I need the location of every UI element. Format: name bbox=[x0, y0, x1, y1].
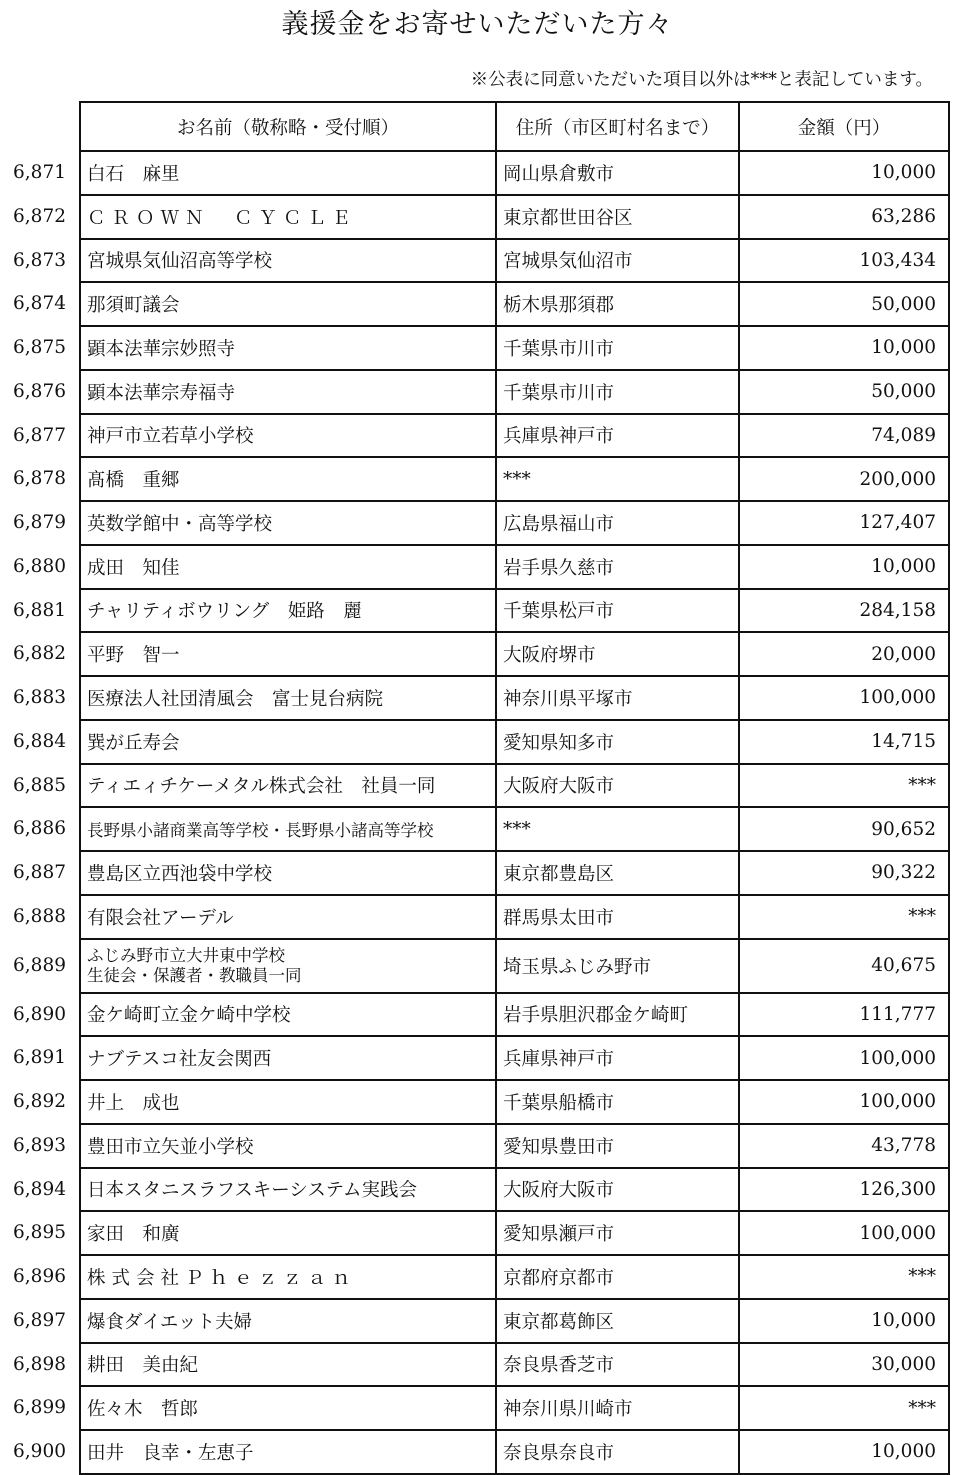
donor-address-cell: 埼玉県ふじみ野市 bbox=[496, 939, 739, 993]
donation-amount-cell: 111,777 bbox=[739, 993, 949, 1037]
donor-name-cell: ティエィチケーメタル株式会社 社員一同 bbox=[80, 764, 496, 808]
donor-name-cell: 白石 麻里 bbox=[80, 151, 496, 195]
donation-amount-cell: 74,089 bbox=[739, 414, 949, 458]
donor-address-cell: *** bbox=[496, 457, 739, 501]
donor-name-line1: ふじみ野市立大井東中学校 bbox=[87, 945, 285, 965]
donation-amount-cell: 200,000 bbox=[739, 457, 949, 501]
donation-amount-cell: 100,000 bbox=[739, 1211, 949, 1255]
row-number: 6,885 bbox=[13, 774, 66, 796]
donor-name-cell: ＣＲＯＷＮ ＣＹＣＬＥ bbox=[80, 195, 496, 239]
row-number: 6,900 bbox=[13, 1441, 66, 1462]
donation-amount-cell: 100,000 bbox=[739, 676, 949, 720]
table-row bbox=[80, 993, 949, 1037]
donor-name-cell: 金ケ崎町立金ケ崎中学校 bbox=[80, 993, 496, 1037]
donor-name-cell: 英数学館中・高等学校 bbox=[80, 501, 496, 545]
donor-address-cell: 栃木県那須郡 bbox=[496, 282, 739, 326]
donor-address-cell: 大阪府大阪市 bbox=[496, 1168, 739, 1212]
donor-address-cell: 愛知県豊田市 bbox=[496, 1124, 739, 1168]
donation-amount-cell: 50,000 bbox=[739, 370, 949, 414]
table-row bbox=[80, 1430, 949, 1474]
donor-name-cell: 平野 智一 bbox=[80, 632, 496, 676]
donor-address-cell: 大阪府堺市 bbox=[496, 632, 739, 676]
donation-amount-cell: *** bbox=[739, 1386, 949, 1430]
row-number: 6,871 bbox=[13, 162, 66, 183]
donor-table bbox=[79, 101, 950, 1475]
row-number: 6,875 bbox=[13, 337, 66, 358]
donor-name-cell: 那須町議会 bbox=[80, 282, 496, 326]
donor-address-cell: 神奈川県平塚市 bbox=[496, 676, 739, 720]
row-number: 6,898 bbox=[13, 1353, 66, 1375]
donor-address-cell: 東京都豊島区 bbox=[496, 851, 739, 895]
row-number: 6,891 bbox=[13, 1047, 66, 1069]
row-number: 6,892 bbox=[13, 1091, 66, 1112]
donation-amount-cell: 100,000 bbox=[739, 1036, 949, 1080]
donor-name-cell: 佐々木 哲郎 bbox=[80, 1386, 496, 1430]
table-row bbox=[80, 239, 949, 283]
donation-amount-cell: 90,322 bbox=[739, 851, 949, 895]
table-row bbox=[80, 457, 949, 501]
donor-address-cell: 千葉県市川市 bbox=[496, 326, 739, 370]
donation-amount-cell: 90,652 bbox=[739, 807, 949, 851]
donor-address-cell: 岡山県倉敷市 bbox=[496, 151, 739, 195]
column-header-address: 住所（市区町村名まで） bbox=[496, 102, 739, 151]
table-row bbox=[80, 1124, 949, 1168]
donor-name-cell: 顕本法華宗寿福寺 bbox=[80, 370, 496, 414]
table-row bbox=[80, 195, 949, 239]
donor-address-cell: 千葉県市川市 bbox=[496, 370, 739, 414]
donor-name-cell: 井上 成也 bbox=[80, 1080, 496, 1124]
donation-amount-cell: *** bbox=[739, 764, 949, 808]
donation-amount-cell: 20,000 bbox=[739, 632, 949, 676]
table-row bbox=[80, 807, 949, 851]
donation-amount-cell: 43,778 bbox=[739, 1124, 949, 1168]
row-number: 6,897 bbox=[13, 1309, 66, 1331]
table-row bbox=[80, 1299, 949, 1343]
donation-amount-cell: *** bbox=[739, 895, 949, 939]
row-number: 6,881 bbox=[13, 599, 66, 621]
donation-amount-cell: *** bbox=[739, 1255, 949, 1299]
donor-name-cell: 髙橋 重郷 bbox=[80, 457, 496, 501]
table-row bbox=[80, 1211, 949, 1255]
donor-name-cell: 巽が丘寿会 bbox=[80, 720, 496, 764]
donation-amount-cell: 127,407 bbox=[739, 501, 949, 545]
donor-name-cell bbox=[80, 939, 496, 993]
donor-address-cell: 京都府京都市 bbox=[496, 1255, 739, 1299]
table-row bbox=[80, 851, 949, 895]
table-header-row bbox=[80, 102, 949, 151]
donor-address-cell: 千葉県船橋市 bbox=[496, 1080, 739, 1124]
table-row bbox=[80, 632, 949, 676]
donation-amount-cell: 40,675 bbox=[739, 939, 949, 993]
donation-amount-cell: 103,434 bbox=[739, 239, 949, 283]
donor-name-cell: 成田 知佳 bbox=[80, 545, 496, 589]
donor-name-cell: 有限会社アーデル bbox=[80, 895, 496, 939]
donor-address-cell: 群馬県太田市 bbox=[496, 895, 739, 939]
table-row bbox=[80, 1255, 949, 1299]
row-number: 6,896 bbox=[13, 1266, 66, 1287]
column-header-name: お名前（敬称略・受付順） bbox=[80, 102, 496, 151]
row-number: 6,890 bbox=[13, 1003, 66, 1025]
table-row bbox=[80, 151, 949, 195]
donor-name-cell: 家田 和廣 bbox=[80, 1211, 496, 1255]
donor-address-cell: 奈良県奈良市 bbox=[496, 1430, 739, 1474]
donor-name-cell: 株式会社Ｐｈｅｚｚａｎ bbox=[80, 1255, 496, 1299]
table-row bbox=[80, 939, 949, 993]
donor-name-cell: 宮城県気仙沼高等学校 bbox=[80, 239, 496, 283]
donation-amount-cell: 10,000 bbox=[739, 326, 949, 370]
donation-amount-cell: 14,715 bbox=[739, 720, 949, 764]
donor-address-cell: 神奈川県川崎市 bbox=[496, 1386, 739, 1430]
disclosure-note: ※公表に同意いただいた項目以外は***と表記しています。 bbox=[470, 70, 933, 90]
table-row bbox=[80, 720, 949, 764]
table-row bbox=[80, 676, 949, 720]
donor-name-cell: 耕田 美由紀 bbox=[80, 1343, 496, 1387]
donor-address-cell: 東京都世田谷区 bbox=[496, 195, 739, 239]
row-number: 6,889 bbox=[13, 954, 66, 976]
table-row bbox=[80, 1080, 949, 1124]
table-row bbox=[80, 1036, 949, 1080]
row-number: 6,879 bbox=[13, 512, 66, 533]
column-header-amount: 金額（円） bbox=[739, 102, 949, 151]
row-number: 6,888 bbox=[13, 905, 66, 927]
donor-name-cell: ナブテスコ社友会関西 bbox=[80, 1036, 496, 1080]
row-number: 6,872 bbox=[13, 205, 66, 227]
donation-amount-cell: 63,286 bbox=[739, 195, 949, 239]
table-row bbox=[80, 589, 949, 633]
donor-address-cell: 千葉県松戸市 bbox=[496, 589, 739, 633]
donor-address-cell: 兵庫県神戸市 bbox=[496, 1036, 739, 1080]
table-row bbox=[80, 1386, 949, 1430]
table-row bbox=[80, 370, 949, 414]
row-number: 6,893 bbox=[13, 1134, 66, 1156]
row-number: 6,874 bbox=[13, 293, 66, 315]
donor-name-cell: 医療法人社団清風会 富士見台病院 bbox=[80, 676, 496, 720]
row-number: 6,887 bbox=[13, 862, 66, 883]
donation-amount-cell: 284,158 bbox=[739, 589, 949, 633]
page-title: 義援金をお寄せいただいた方々 bbox=[281, 9, 674, 40]
donor-name-cell: 日本スタニスラフスキーシステム実践会 bbox=[80, 1168, 496, 1212]
donor-name-cell: 神戸市立若草小学校 bbox=[80, 414, 496, 458]
row-number: 6,878 bbox=[13, 468, 66, 490]
row-number: 6,899 bbox=[13, 1397, 66, 1419]
donor-address-cell: 兵庫県神戸市 bbox=[496, 414, 739, 458]
donor-name-line2: 生徒会・保護者・教職員一同 bbox=[87, 965, 302, 985]
table-row bbox=[80, 414, 949, 458]
donation-amount-cell: 10,000 bbox=[739, 151, 949, 195]
table-row bbox=[80, 282, 949, 326]
donor-name-cell: チャリティボウリング 姫路 麗 bbox=[80, 589, 496, 633]
row-number: 6,877 bbox=[13, 424, 66, 446]
donor-name-cell: 豊島区立西池袋中学校 bbox=[80, 851, 496, 895]
donor-address-cell: 愛知県瀬戸市 bbox=[496, 1211, 739, 1255]
donor-name-cell: 顕本法華宗妙照寺 bbox=[80, 326, 496, 370]
table-row bbox=[80, 764, 949, 808]
donor-address-cell: 岩手県久慈市 bbox=[496, 545, 739, 589]
donor-name-cell: 長野県小諸商業高等学校・長野県小諸高等学校 bbox=[80, 807, 496, 851]
donation-amount-cell: 10,000 bbox=[739, 1430, 949, 1474]
donation-amount-cell: 50,000 bbox=[739, 282, 949, 326]
row-number: 6,880 bbox=[13, 555, 66, 577]
table-row bbox=[80, 545, 949, 589]
donor-address-cell: 東京都葛飾区 bbox=[496, 1299, 739, 1343]
donation-amount-cell: 10,000 bbox=[739, 1299, 949, 1343]
table-row bbox=[80, 501, 949, 545]
row-number: 6,884 bbox=[13, 730, 66, 752]
donation-amount-cell: 100,000 bbox=[739, 1080, 949, 1124]
donor-name-cell: 田井 良幸・左恵子 bbox=[80, 1430, 496, 1474]
table-row bbox=[80, 895, 949, 939]
donor-address-cell: 岩手県胆沢郡金ケ崎町 bbox=[496, 993, 739, 1037]
row-number: 6,873 bbox=[13, 249, 66, 271]
donation-amount-cell: 30,000 bbox=[739, 1343, 949, 1387]
donor-name-cell: 爆食ダイエット夫婦 bbox=[80, 1299, 496, 1343]
table-row bbox=[80, 1343, 949, 1387]
donation-amount-cell: 10,000 bbox=[739, 545, 949, 589]
donor-address-cell: *** bbox=[496, 807, 739, 851]
donor-address-cell: 広島県福山市 bbox=[496, 501, 739, 545]
donation-amount-cell: 126,300 bbox=[739, 1168, 949, 1212]
table-row bbox=[80, 1168, 949, 1212]
donor-name-cell: 豊田市立矢並小学校 bbox=[80, 1124, 496, 1168]
row-number: 6,886 bbox=[13, 818, 66, 840]
row-number: 6,895 bbox=[13, 1222, 66, 1244]
row-number: 6,883 bbox=[13, 687, 66, 708]
row-number: 6,882 bbox=[13, 643, 66, 665]
donor-address-cell: 宮城県気仙沼市 bbox=[496, 239, 739, 283]
donor-address-cell: 大阪府大阪市 bbox=[496, 764, 739, 808]
row-number: 6,894 bbox=[13, 1178, 66, 1200]
row-number: 6,876 bbox=[13, 380, 66, 402]
table-row bbox=[80, 326, 949, 370]
donor-address-cell: 奈良県香芝市 bbox=[496, 1343, 739, 1387]
donor-address-cell: 愛知県知多市 bbox=[496, 720, 739, 764]
